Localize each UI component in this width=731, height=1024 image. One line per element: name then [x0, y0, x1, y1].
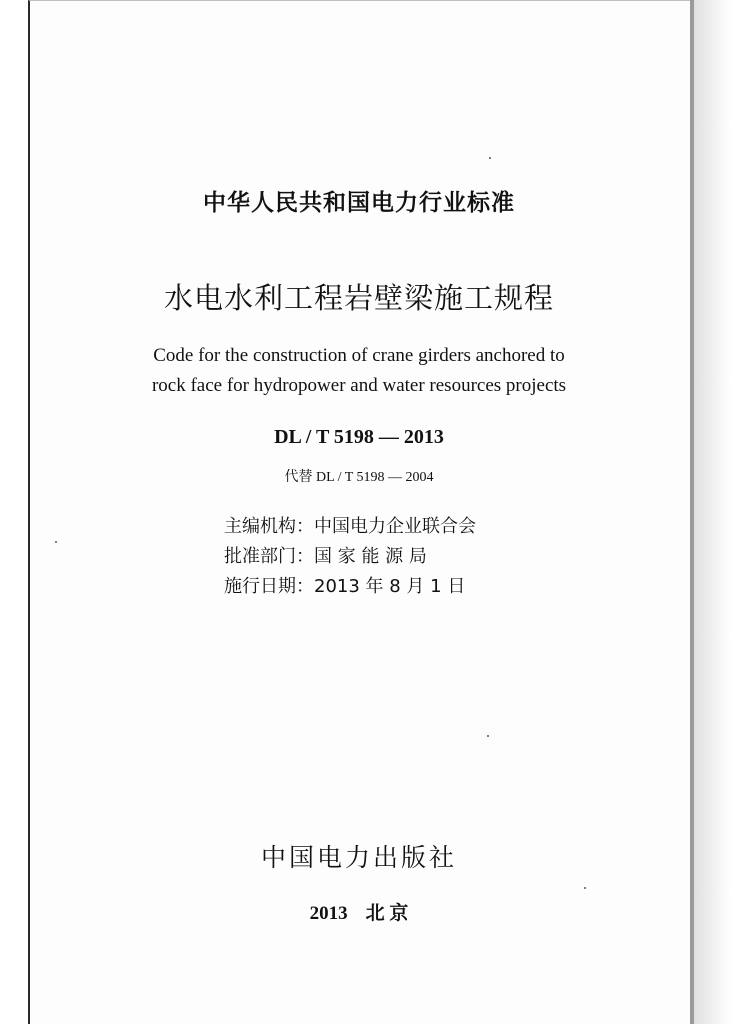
standard-number: DL / T 5198 — 2013: [274, 426, 444, 448]
scan-speck: [584, 887, 586, 889]
publication-place: [28, 898, 690, 925]
meta-editor: [224, 512, 476, 542]
effective-label: 施行日期：: [224, 576, 314, 597]
scan-speck: [487, 735, 489, 737]
publisher: 中国电力出版社: [260, 843, 457, 872]
meta-effective-date: [224, 572, 476, 602]
publication-city: 北 京: [365, 903, 409, 924]
title-en-line-1: Code for the construction of crane girders anchored to: [153, 345, 565, 366]
scan-speck: [55, 541, 57, 543]
document-title-en: [28, 341, 690, 401]
effective-value: 2013 年 8 月 1 日: [314, 576, 466, 597]
editor-label: 主编机构：: [224, 516, 314, 537]
editor-value: 中国电力企业联合会: [314, 516, 476, 537]
replaces-standard: 代替 DL / T 5198 — 2004: [284, 470, 434, 485]
document-title-zh: 水电水利工程岩壁梁施工规程: [163, 281, 554, 315]
page-shadow: [694, 0, 731, 1024]
standard-category: 中华人民共和国电力行业标准: [203, 190, 515, 216]
scan-speck: [489, 157, 491, 159]
approver-value: 国 家 能 源 局: [314, 546, 427, 567]
meta-approver: [224, 542, 476, 572]
publication-year: 2013: [309, 903, 348, 924]
approver-label: 批准部门：: [224, 546, 314, 567]
title-en-line-2: rock face for hydropower and water resources projects: [151, 375, 567, 396]
document-meta: [224, 512, 476, 602]
